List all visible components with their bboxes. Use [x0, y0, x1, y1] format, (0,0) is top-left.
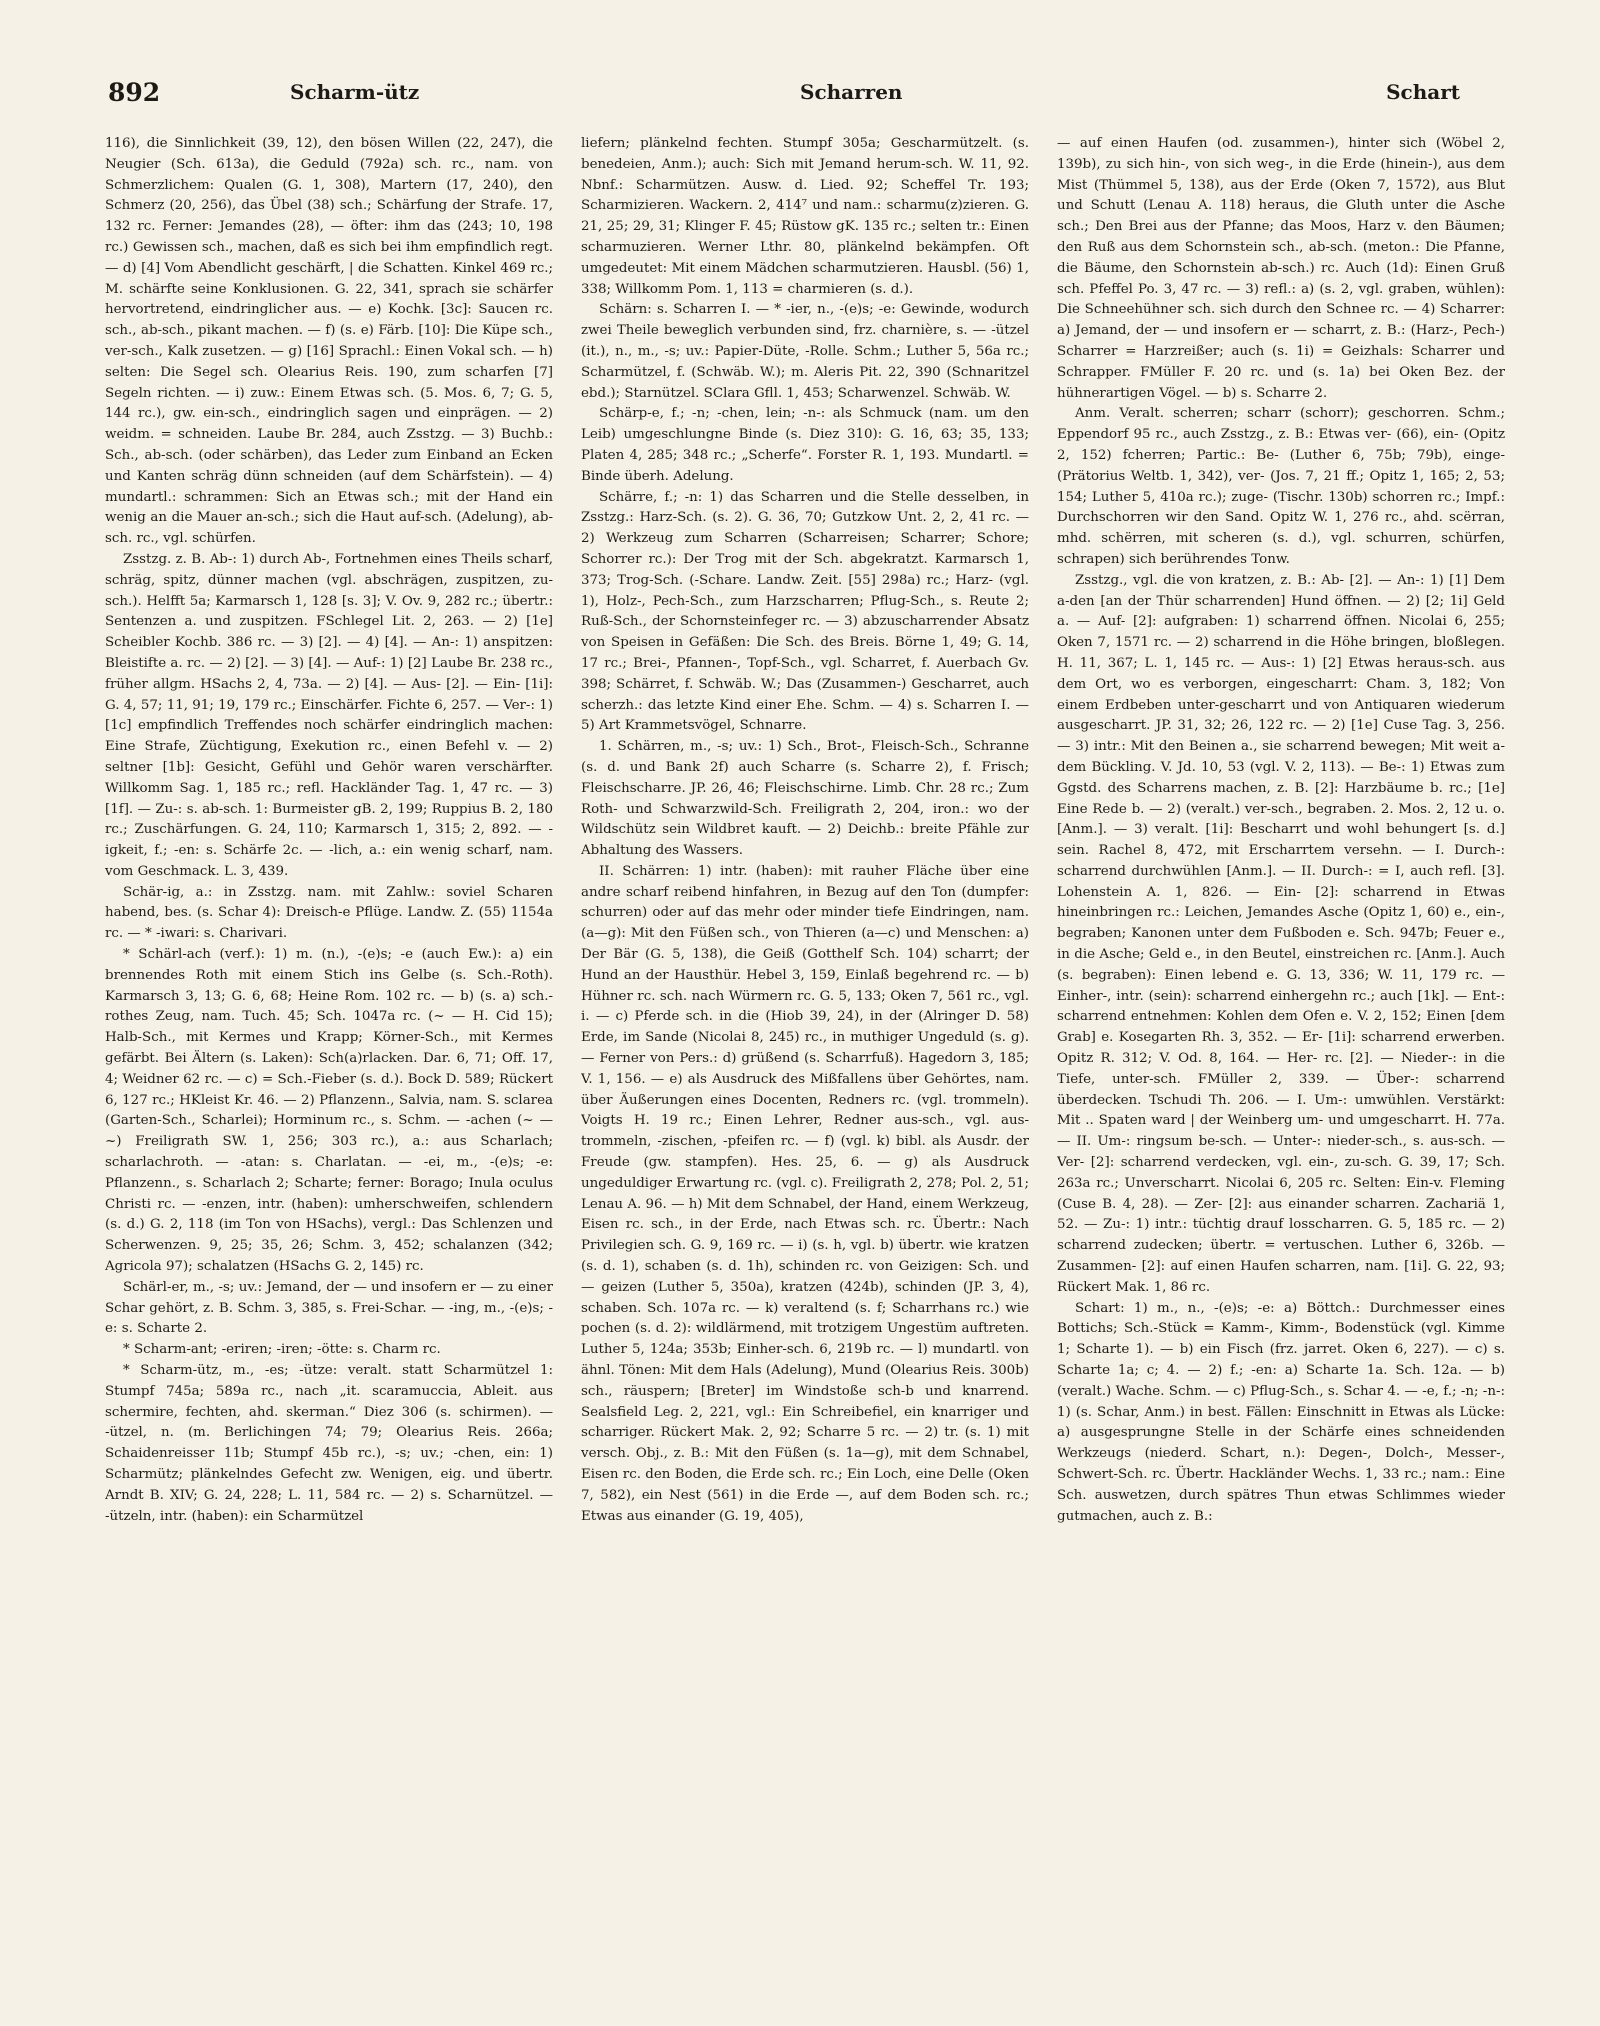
column-middle: [581, 134, 1029, 2014]
page-header: [100, 78, 1500, 112]
column-right: [1057, 134, 1505, 2014]
page-number: 892: [108, 78, 161, 107]
paragraph: Schärn: s. Scharren I. — * -ier, n., -(e)s; -e: Gewinde, wodurch zwei Theile beweglich verbunden sind, frz. charnière, s. — -ützel (it.), n., m., -s; uv.: Papier-Düte, -Rolle. Schm.; Luther 5, 56a rc.; Scharmützel, f. (Schwäb. W.); m. Aleris Pit. 22, 390 (Schnaritzel ebd.); Starnützel. SClara Gfll. 1, 453; Scharwenzel. Schwäb. W.: [581, 302, 1029, 401]
paragraph: Anm. Veralt. scherren; scharr (schorr); geschorren. Schm.; Eppendorf 95 rc., auch Zsstzg., z. B.: Etwas ver- (66), ein- (Opitz 2, 152) fcherren; Partic.: Be- (Luther 6, 75b; 79b), einge- (Prätorius Weltb. 1, 342), ver- (Jos. 7, 21 ff.; Opitz 1, 165; 2, 53; 154; Luther 5, 410a rc.); zuge- (Tischr. 130b) schorren rc.; Impf.: Durchschorren wir den Sand. Opitz W. 1, 276 rc., ahd. scërran, mhd. schërren, mit scheren (s. d.), vgl. schurren, schürfen, schrapen) sich berührendes Tonw.: [1057, 406, 1505, 567]
right-catchword: Schart: [1386, 80, 1460, 104]
column-left: [105, 134, 553, 2014]
paragraph: 1. Schärren, m., -s; uv.: 1) Sch., Brot-, Fleisch-Sch., Schranne (s. d. und Bank 2f) auch Scharre (s. Scharre 2), f. Frisch; Fleischscharre. JP. 26, 46; Fleischschirne. Limb. Chr. 28 rc.; Zum Roth- und Schwarzwild-Sch. Freiligrath 2, 204, iron.: wo der Wildschütz sein Wildbret kauft. — 2) Deichb.: breite Pfähle zur Abhaltung des Wassers.: [581, 739, 1029, 859]
paragraph: Schärp-e, f.; -n; -chen, lein; -n-: als Schmuck (nam. um den Leib) umgeschlungne Binde (s. Diez 310): G. 16, 63; 35, 133; Platen 4, 285; 348 rc.; „Scherfe“. Forster R. 1, 193. Mundartl. = Binde überh. Adelung.: [581, 406, 1029, 484]
paragraph: Schärl-er, m., -s; uv.: Jemand, der — und insofern er — zu einer Schar gehört, z. B. Schm. 3, 385, s. Frei-Schar. — -ing, m., -(e)s; -e: s. Scharte 2.: [105, 1279, 553, 1337]
left-catchword: Scharm-ütz: [290, 80, 420, 104]
text-columns: [105, 134, 1505, 2014]
paragraph: * Schärl-ach (verf.): 1) m. (n.), -(e)s; -e (auch Ew.): a) ein brennendes Roth mit einem Stich ins Gelbe (s. Sch.-Roth). Karmarsch 3, 13; G. 6, 68; Heine Rom. 102 rc. — b) (s. a) sch.-rothes Zeug, nam. Tuch. 45; Sch. 1047a rc. (~ — H. Cid 15); Halb-Sch., mit Kermes und Krapp; Körner-Sch., mit Kermes gefärbt. Bei Ältern (s. Laken): Sch(a)rlacken. Dar. 6, 71; Off. 17, 4; Weidner 62 rc. — c) = Sch.-Fieber (s. d.). Bock D. 589; Rückert 6, 127 rc.; HKleist Kr. 46. — 2) Pflanzenn., Salvia, nam. S. sclarea (Garten-Sch., Scharlei); Horminum rc., s. Schm. — -achen (~ — ~) Freiligrath SW. 1, 256; 303 rc.), a.: aus Scharlach; scharlachroth. — -atan: s. Charlatan. — -ei, m., -(e)s; -e: Pflanzenn., s. Scharlach 2; Scharte; ferner: Borago; Inula oculus Christi rc. — -enzen, intr. (haben): umherschweifen, schlendern (s. d.) G. 2, 118 (im Ton von HSachs), vergl.: Das Schlenzen und Scherwenzen. 9, 25; 35, 26; Schm. 3, 452; schalanzen (342; Agricola 97); schalatzen (HSachs G. 2, 145) rc.: [105, 947, 553, 1275]
paragraph: II. Schärren: 1) intr. (haben): mit rauher Fläche über eine andre scharf reibend hinfahren, in Bezug auf den Ton (dumpfer: schurren) oder auf das mehr oder minder tiefe Eindringen, nam. (a—g): Mit den Füßen sch., von Thieren (a—c) und Menschen: a) Der Bär (G. 5, 138), die Geiß (Gotthelf Sch. 104) scharrt; der Hund an der Hausthür. Hebel 3, 159, Einlaß begehrend rc. — b) Hühner rc. sch. nach Würmern rc. G. 5, 133; Oken 7, 561 rc., vgl. i. — c) Pferde sch. in die (Hiob 39, 24), in der (Alringer D. 58) Erde, im Sande (Nicolai 8, 245) rc., in muthiger Ungeduld (s. g). — Ferner von Pers.: d) grüßend (s. Scharrfuß). Hagedorn 3, 185; V. 1, 156. — e) als Ausdruck des Mißfallens über Gehörtes, nam. über Äußerungen eines Docenten, Redners rc. (vgl. trommeln). Voigts H. 19 rc.; Einen Lehrer, Redner aus-sch., vgl. aus-trommeln, -zischen, -pfeifen rc. — f) (vgl. k) bibl. als Ausdr. der Freude (gw. stampfen). Hes. 25, 6. — g) als Ausdruck ungeduldiger Erwartung rc. (vgl. c). Freiligrath 2, 278; Pol. 2, 51; Lenau A. 96. — h) Mit dem Schnabel, der Hand, einem Werkzeug, Eisen rc. sch., in der Erde, nach Etwas sch. rc. Übertr.: Nach Privilegien sch. G. 9, 169 rc. — i) (s. h, vgl. b) übertr. wie kratzen (s. d. 1), schaben (s. d. 1h), schinden rc. von Geizigen: Sch. und — geizen (Luther 5, 350a), kratzen (424b), schinden (JP. 3, 4), schaben. Sch. 107a rc. — k) veraltend (s. f; Scharrhans rc.) wie pochen (s. d. 2): wildlärmend, mit trotzigem Ungestüm auftreten. Luther 5, 124a; 353b; Einher-sch. 6, 219b rc. — l) mundartl. von ähnl. Tönen: Mit dem Hals (Adelung), Mund (Olearius Reis. 300b) sch., räuspern; [Breter] im Windstoße sch-b und knarrend. Sealsfield Leg. 2, 221, vgl.: Ein Schreibefiel, ein knarriger und scharriger. Rückert Mak. 2, 92; Scharre 5 rc. — 2) tr. (s. 1) mit versch. Obj., z. B.: Mit den Füßen (s. 1a—g), mit dem Schnabel, Eisen rc. den Boden, die Erde sch. rc.; Ein Loch, eine Delle (Oken 7, 582), ein Nest (561) in die Erde —, auf dem Boden sch. rc.; Etwas aus einander (G. 19, 405),: [581, 863, 1029, 1524]
paragraph: Zsstzg., vgl. die von kratzen, z. B.: Ab- [2]. — An-: 1) [1] Dem a-den [an der Thür scharrenden] Hund öffnen. — 2) [2; 1i] Geld a. — Auf- [2]: aufgraben: 1) scharrend öffnen. Nicolai 6, 255; Oken 7, 1571 rc. — 2) scharrend in die Höhe bringen, bloßlegen. H. 11, 367; L. 1, 145 rc. — Aus-: 1) [2] Etwas heraus-sch. aus dem Ort, wo es verborgen, eingescharrt: Cham. 3, 182; Von einem Erdbeben unter-gescharrt und von Antiquaren wiederum ausgescharrt. JP. 31, 32; 26, 122 rc. — 2) [1e] Cuse Tag. 3, 256. — 3) intr.: Mit den Beinen a., sie scharrend bewegen; Mit weit a-dem Bückling. V. Jd. 10, 53 (vgl. V. 2, 113). — Be-: 1) Etwas zum Ggstd. des Scharrens machen, z. B. [2]: Harzbäume b. rc.; [1e] Eine Rede b. — 2) (veralt.) ver-sch., begraben. 2. Mos. 2, 12 u. o. [Anm.]. — 3) veralt. [1i]: Bescharrt und wohl behungert [s. d.] sein. Rachel 8, 472, mit Erscharrtem versehn. — I. Durch-: scharrend durchwühlen [Anm.]. — II. Durch-: = I, auch refl. [3]. Lohenstein A. 1, 826. — Ein- [2]: scharrend in Etwas hineinbringen rc.: Leichen, Jemandes Asche (Opitz 1, 60) e., ein-, begraben; Kanonen unter dem Fußboden e. Sch. 947b; Feuer e., in die Asche; Geld e., in den Beutel, einstreichen rc. [Anm.]. Auch (s. begraben): Einen lebend e. G. 13, 336; W. 11, 179 rc. — Einher-, intr. (sein): scharrend einhergehn rc.; auch [1k]. — Ent-: scharrend entnehmen: Kohlen dem Ofen e. V. 2, 152; Einen [dem Grab] e. Kosegarten Rh. 3, 352. — Er- [1i]: scharrend erwerben. Opitz R. 312; V. Od. 8, 164. — Her- rc. [2]. — Nieder-: in die Tiefe, unter-sch. FMüller 2, 339. — Über-: scharrend überdecken. Tschudi Th. 206. — I. Um-: umwühlen. Verstärkt: Mit .. Spaten ward | der Weinberg um- und umgescharrt. H. 77a. — II. Um-: ringsum be-sch. — Unter-: nieder-sch., s. aus-sch. — Ver- [2]: scharrend verdecken, vgl. ein-, zu-sch. G. 39, 17; Sch. 263a rc.; Unverscharrt. Nicolai 6, 205 rc. Selten: Ein-v. Fleming (Cuse B. 4, 28). — Zer- [2]: aus einander scharren. Zachariä 1, 52. — Zu-: 1) intr.: tüchtig drauf losscharren. G. 5, 185 rc. — 2) scharrend zudecken; übertr. = vertuschen. Luther 6, 326b. — Zusammen- [2]: auf einen Haufen scharren, nam. [1i]. G. 22, 93; Rückert Mak. 1, 86 rc.: [1057, 572, 1505, 1295]
paragraph: — auf einen Haufen (od. zusammen-), hinter sich (Wöbel 2, 139b), zu sich hin-, von sich weg-, in die Erde (hinein-), aus dem Mist (Thümmel 5, 138), aus der Erde (Oken 7, 1572), aus Blut und Schutt (Lenau A. 118) heraus, die Gluth unter die Asche sch.; Den Brei aus der Pfanne; das Moos, Harz v. den Bäumen; den Ruß aus dem Schornstein sch., ab-sch. (meton.: Die Pfanne, die Bäume, den Schornstein ab-sch.) rc. Auch (1d): Einen Gruß sch. Pfeffel Po. 3, 47 rc. — 3) refl.: a) (s. 2, vgl. graben, wühlen): Die Schneehühner sch. sich durch den Schnee rc. — 4) Scharrer: a) Jemand, der — und insofern er — scharrt, z. B.: (Harz-, Pech-) Scharrer = Harzreißer; auch (s. 1i) = Geizhals: Scharrer und Schrapper. FMüller F. 20 rc. und (s. 1a) bei Oken Bez. der hühnerartigen Vögel. — b) s. Scharre 2.: [1057, 136, 1505, 401]
paragraph: Schär-ig, a.: in Zsstzg. nam. mit Zahlw.: soviel Scharen habend, bes. (s. Schar 4): Dreisch-e Pflüge. Landw. Z. (55) 1154a rc. — * -iwari: s. Charivari.: [105, 884, 553, 942]
paragraph: * Scharm-ütz, m., -es; -ütze: veralt. statt Scharmützel 1: Stumpf 745a; 589a rc., nach „it. scaramuccia, Ableit. aus schermire, fechten, ahd. skerman.“ Diez 306 (s. schirmen). — -ützel, n. (m. Berlichingen 74; 79; Olearius Reis. 266a; Schaidenreisser 11b; Stumpf 45b rc.), -s; uv.; -chen, ein: 1) Scharmütz; plänkelndes Gefecht zw. Wenigen, eig. und übertr. Arndt B. XIV; G. 24, 228; L. 11, 584 rc. — 2) s. Scharnützel. — -ützeln, intr. (haben): ein Scharmützel: [105, 1363, 553, 1524]
paragraph: liefern; plänkelnd fechten. Stumpf 305a; Gescharmützelt. (s. benedeien, Anm.); auch: Sich mit Jemand herum-sch. W. 11, 92. Nbnf.: Scharmützen. Ausw. d. Lied. 92; Scheffel Tr. 193; Scharmizieren. Wackern. 2, 414⁷ und nam.: scharmu(z)zieren. G. 21, 25; 29, 31; Klinger F. 45; Rüstow gK. 135 rc.; selten tr.: Einen scharmuzieren. Werner Lthr. 80, plänkelnd bekämpfen. Oft umgedeutet: Mit einem Mädchen scharmutzieren. Hausbl. (56) 1, 338; Willkomm Pom. 1, 113 = charmieren (s. d.).: [581, 136, 1029, 297]
paragraph: * Scharm-ant; -eriren; -iren; -ötte: s. Charm rc.: [123, 1342, 441, 1358]
paragraph: 116), die Sinnlichkeit (39, 12), den bösen Willen (22, 247), die Neugier (Sch. 613a), die Geduld (792a) sch. rc., nam. von Schmerzlichem: Qualen (G. 1, 308), Martern (17, 240), den Schmerz (20, 256), das Übel (38) sch.; Schärfung der Strafe. 17, 132 rc. Ferner: Jemandes (28), — öfter: ihm das (243; 10, 198 rc.) Gewissen sch., machen, daß es sich bei ihm empfindlich regt. — d) [4] Vom Abendlicht geschärft, | die Schatten. Kinkel 469 rc.; M. schärfte seine Konklusionen. G. 22, 341, sprach sie schärfer hervortretend, eindringlicher aus. — e) Kochk. [3c]: Saucen rc. sch., ab-sch., pikant machen. — f) (s. e) Färb. [10]: Die Küpe sch., ver-sch., Kalk zusetzen. — g) [16] Sprachl.: Einen Vokal sch. — h) selten: Die Segel sch. Olearius Reis. 190, zum scharfen [7] Segeln richten. — i) zuw.: Einem Etwas sch. (5. Mos. 6, 7; G. 5, 144 rc.), gw. ein-sch., eindringlich sagen und einprägen. — 2) weidm. = schneiden. Laube Br. 284, auch Zsstzg. — 3) Buchb.: Sch., ab-sch. (oder schärben), das Leder zum Einband an Ecken und Kanten schräg dünn schneiden (auf dem Schärfstein). — 4) mundartl.: schrammen: Sich an Etwas sch.; mit der Hand ein wenig an die Mauer an-sch.; sich die Haut auf-sch. (Adelung), ab-sch. rc., vgl. schürfen.: [105, 136, 553, 547]
paragraph: Schart: 1) m., n., -(e)s; -e: a) Böttch.: Durchmesser eines Bottichs; Sch.-Stück = Kamm-, Kimm-, Bodenstück (vgl. Kimme 1; Scharte 1). — b) ein Fisch (frz. jarret. Oken 6, 227). — c) s. Scharte 1a; c; 4. — 2) f.; -en: a) Scharte 1a. Sch. 12a. — b) (veralt.) Wache. Schm. — c) Pflug-Sch., s. Schar 4. — -e, f.; -n; -n-: 1) (s. Schar, Anm.) in best. Fällen: Einschnitt in Etwas als Lücke: a) ausgesprungne Stelle in der Schärfe eines schneidenden Werkzeugs (niederd. Schart, n.): Degen-, Dolch-, Messer-, Schwert-Sch. rc. Übertr. Hackländer Wechs. 1, 33 rc.; nam.: Eine Sch. auswetzen, durch spätres Thun etwas Schlimmes wieder gutmachen, auch z. B.:: [1057, 1300, 1505, 1524]
paragraph: Schärre, f.; -n: 1) das Scharren und die Stelle desselben, in Zsstzg.: Harz-Sch. (s. 2). G. 36, 70; Gutzkow Unt. 2, 2, 41 rc. — 2) Werkzeug zum Scharren (Scharreisen; Scharrer; Schore; Schorrer rc.): Der Trog mit der Sch. abgekratzt. Karmarsch 1, 373; Trog-Sch. (-Schare. Landw. Zeit. [55] 298a) rc.; Harz- (vgl. 1), Holz-, Pech-Sch., zum Harzscharren; Pflug-Sch., s. Reute 2; Ruß-Sch., der Schornsteinfeger rc. — 3) abzuscharrender Absatz von Speisen in Gefäßen: Die Sch. des Breis. Börne 1, 49; G. 14, 17 rc.; Brei-, Pfannen-, Topf-Sch., vgl. Scharret, f. Auerbach Gv. 398; Schärret, f. Schwäb. W.; Das (Zusammen-) Gescharret, auch scherzh.: das letzte Kind einer Ehe. Schm. — 4) s. Scharren I. — 5) Art Krammetsvögel, Schnarre.: [581, 489, 1029, 734]
center-catchword: Scharren: [800, 80, 903, 104]
paragraph: Zsstzg. z. B. Ab-: 1) durch Ab-, Fortnehmen eines Theils scharf, schräg, spitz, dünner machen (vgl. abschrägen, zuspitzen, zu-sch.). Helfft 5a; Karmarsch 1, 128 [s. 3]; V. Ov. 9, 282 rc.; übertr.: Sentenzen a. und zuspitzen. FSchlegel Lit. 2, 263. — 2) [1e] Scheibler Kochb. 386 rc. — 3) [2]. — 4) [4]. — An-: 1) anspitzen: Bleistifte a. rc. — 2) [2]. — 3) [4]. — Auf-: 1) [2] Laube Br. 238 rc., früher allgm. HSachs 2, 4, 73a. — 2) [4]. — Aus- [2]. — Ein- [1i]: G. 4, 57; 11, 91; 19, 179 rc.; Einschärfer. Fichte 6, 257. — Ver-: 1) [1c] empfindlich Treffendes noch schärfer eindringlich machen: Eine Strafe, Züchtigung, Exekution rc., einen Befehl v. — 2) seltner [1b]: Gesicht, Gefühl und Gehör waren verschärfter. Willkomm Sag. 1, 185 rc.; refl. Hackländer Tag. 1, 47 rc. — 3) [1f]. — Zu-: s. ab-sch. 1: Burmeister gB. 2, 199; Ruppius B. 2, 180 rc.; Zuschärfungen. G. 24, 110; Karmarsch 1, 315; 2, 892. — -igkeit, f.; -en: s. Schärfe 2c. — -lich, a.: ein wenig scharf, nam. vom Geschmack. L. 3, 439.: [105, 551, 553, 879]
